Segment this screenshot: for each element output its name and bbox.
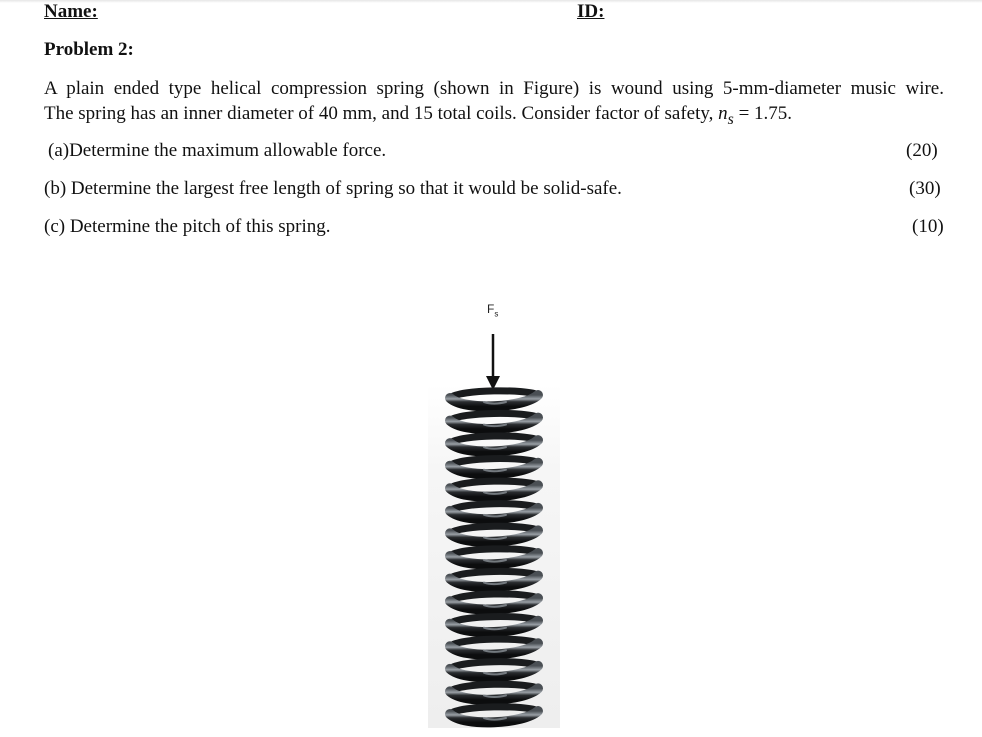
part-c-text: (c) Determine the pitch of this spring.	[44, 216, 331, 237]
name-label: Name:	[44, 1, 98, 22]
safety-factor-subscript: s	[727, 110, 734, 128]
safety-factor-symbol: n	[718, 103, 728, 124]
part-b-points: (30)	[909, 178, 941, 199]
problem-statement	[44, 76, 944, 132]
safety-factor-value: = 1.75.	[733, 103, 793, 124]
force-subscript: s	[494, 309, 499, 319]
top-border	[0, 0, 982, 3]
problem-title: Problem 2:	[44, 39, 134, 60]
spring-figure	[428, 296, 560, 728]
force-symbol: F	[487, 302, 495, 316]
id-label: ID:	[577, 1, 605, 22]
part-b-text: (b) Determine the largest free length of spring so that it would be solid-safe.	[44, 178, 622, 199]
part-c-points: (10)	[912, 216, 944, 237]
statement-text: The spring has an inner diameter of 40 mm, and 15 total coils. Consider factor of safety,	[44, 103, 719, 124]
statement-line-2	[44, 101, 944, 132]
statement-line-1: A plain ended type helical compression spring (shown in Figure) is wound using 5-mm-diameter music wire.	[44, 78, 944, 99]
part-a-text: (a)Determine the maximum allowable force.	[48, 140, 387, 161]
part-a-points: (20)	[906, 140, 938, 161]
